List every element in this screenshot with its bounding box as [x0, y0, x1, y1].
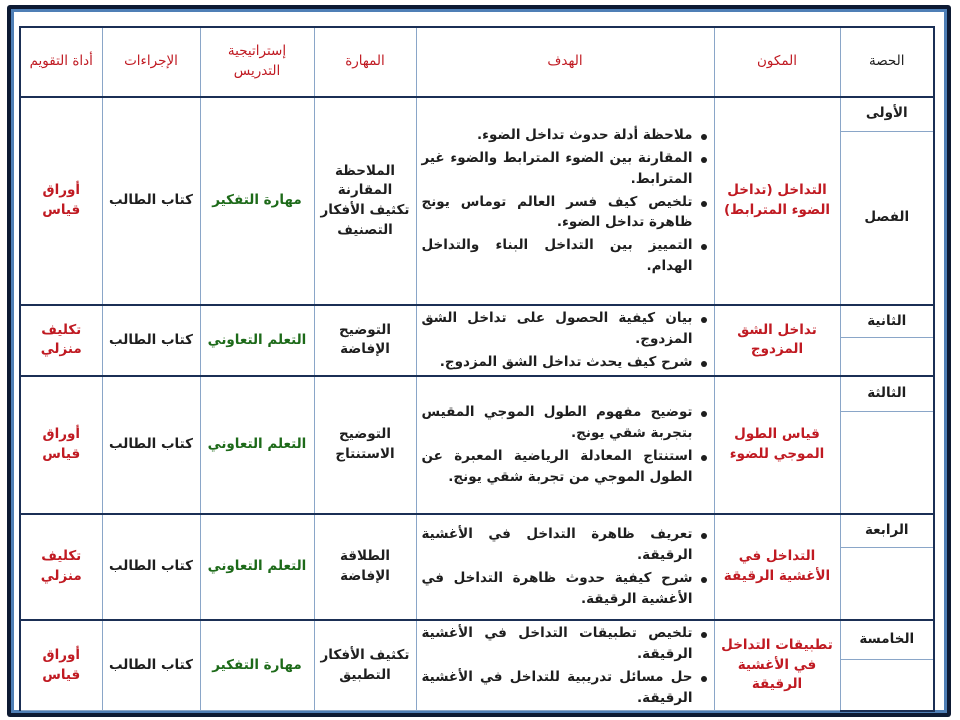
procedures-cell: كتاب الطالب: [102, 376, 200, 514]
skill-cell: [314, 514, 416, 620]
goal-item: تلخيص كيف فسر العالم توماس يونج ظاهرة تداخل الضوء.: [422, 192, 693, 234]
strategy-cell: مهارة التفكير: [200, 97, 314, 305]
header-procedures: الإجراءات: [102, 27, 200, 97]
evaluation-cell: أوراق قياس: [20, 97, 102, 305]
period-sublabel: [840, 548, 934, 620]
goals-cell: [416, 620, 714, 711]
lesson-row: [20, 305, 934, 337]
goals-list: [422, 308, 709, 373]
goal-item: توضيح مفهوم الطول الموجي المقيس بتجربة شقي يونج.: [422, 402, 693, 444]
skill-item: الطلاقة: [339, 548, 391, 565]
strategy-cell: التعلم التعاوني: [200, 305, 314, 376]
procedures-cell: كتاب الطالب: [102, 514, 200, 620]
lesson-row: [20, 514, 934, 548]
header-goal: الهدف: [416, 27, 714, 97]
period-sublabel: [840, 337, 934, 375]
skill-cell: [314, 620, 416, 711]
table-header-row: [20, 27, 934, 97]
skill-item: التطبيق: [339, 666, 391, 683]
lesson-plan-table: [19, 26, 935, 712]
component-cell: قياس الطول الموجي للضوء: [714, 376, 840, 514]
goals-list: [422, 524, 709, 610]
goal-item: ملاحظة أدلة حدوث تداخل الضوء.: [422, 125, 693, 146]
goal-item: تلخيص تطبيقات التداخل في الأغشية الرقيقة.: [422, 623, 693, 665]
period-label: الخامسة: [840, 620, 934, 660]
strategy-cell: التعلم التعاوني: [200, 376, 314, 514]
skill-item: التوضيح: [339, 426, 391, 443]
header-period: الحصة: [840, 27, 934, 97]
skill-item: الإفاضة: [340, 341, 390, 358]
goals-list: [422, 623, 709, 709]
evaluation-cell: تكليف منزلي: [20, 514, 102, 620]
period-label: الرابعة: [840, 514, 934, 548]
goal-item: حل مسائل تدريبية للتداخل في الأغشية الرقيقة.: [422, 667, 693, 709]
strategy-cell: التعلم التعاوني: [200, 514, 314, 620]
goals-list: [422, 125, 709, 277]
goals-list: [422, 402, 709, 488]
procedures-cell: كتاب الطالب: [102, 620, 200, 711]
evaluation-cell: أوراق قياس: [20, 376, 102, 514]
procedures-cell: كتاب الطالب: [102, 305, 200, 376]
skill-cell: [314, 376, 416, 514]
skill-cell: [314, 305, 416, 376]
skill-item: التوضيح: [339, 321, 391, 338]
header-strategy: إستراتيجية التدريس: [200, 27, 314, 97]
skill-cell: [314, 97, 416, 305]
skill-item: الملاحظة: [334, 162, 396, 179]
strategy-cell: مهارة التفكير: [200, 620, 314, 711]
skill-item: المقارنة: [337, 182, 393, 199]
goal-item: تعريف ظاهرة التداخل في الأغشية الرقيقة.: [422, 524, 693, 566]
evaluation-cell: تكليف منزلي: [20, 305, 102, 376]
component-cell: التداخل (تداخل الضوء المترابط): [714, 97, 840, 305]
header-evaluation-tool: أداة التقويم: [20, 27, 102, 97]
lesson-row: [20, 376, 934, 412]
period-label: الأولى: [840, 97, 934, 131]
skill-item: التصنيف: [337, 221, 393, 238]
skill-item: الإفاضة: [340, 567, 390, 584]
component-cell: تطبيقات التداخل في الأغشية الرقيقة: [714, 620, 840, 711]
component-cell: التداخل في الأغشية الرقيقة: [714, 514, 840, 620]
evaluation-cell: أوراق قياس: [20, 620, 102, 711]
goals-cell: [416, 97, 714, 305]
period-sublabel: [840, 660, 934, 711]
header-component: المكون: [714, 27, 840, 97]
period-label: الثانية: [840, 305, 934, 337]
header-skill: المهارة: [314, 27, 416, 97]
goal-item: التمييز بين التداخل البناء والتداخل الهدام.: [422, 235, 693, 277]
period-sublabel: الفصل: [840, 131, 934, 305]
goals-cell: [416, 376, 714, 514]
goal-item: المقارنة بين الضوء المترابط والضوء غير المترابط.: [422, 148, 693, 190]
period-label: الثالثة: [840, 376, 934, 412]
goals-cell: [416, 514, 714, 620]
goal-item: استنتاج المعادلة الرياضية المعبرة عن الطول الموجي من تجربة شقي يونج.: [422, 446, 693, 488]
period-sublabel: [840, 412, 934, 514]
lesson-row: [20, 97, 934, 131]
goal-item: شرح كيف يحدث تداخل الشق المزدوج.: [422, 352, 693, 373]
procedures-cell: كتاب الطالب: [102, 97, 200, 305]
lesson-row: [20, 620, 934, 660]
skill-item: الاستنتاج: [335, 445, 395, 462]
goal-item: شرح كيفية حدوث ظاهرة التداخل في الأغشية الرقيقة.: [422, 568, 693, 610]
goals-cell: [416, 305, 714, 376]
goal-item: بيان كيفية الحصول على تداخل الشق المزدوج.: [422, 308, 693, 350]
skill-item: تكثيف الأفكار: [320, 647, 410, 664]
component-cell: تداخل الشق المزدوج: [714, 305, 840, 376]
skill-item: تكثيف الأفكار: [320, 202, 410, 218]
